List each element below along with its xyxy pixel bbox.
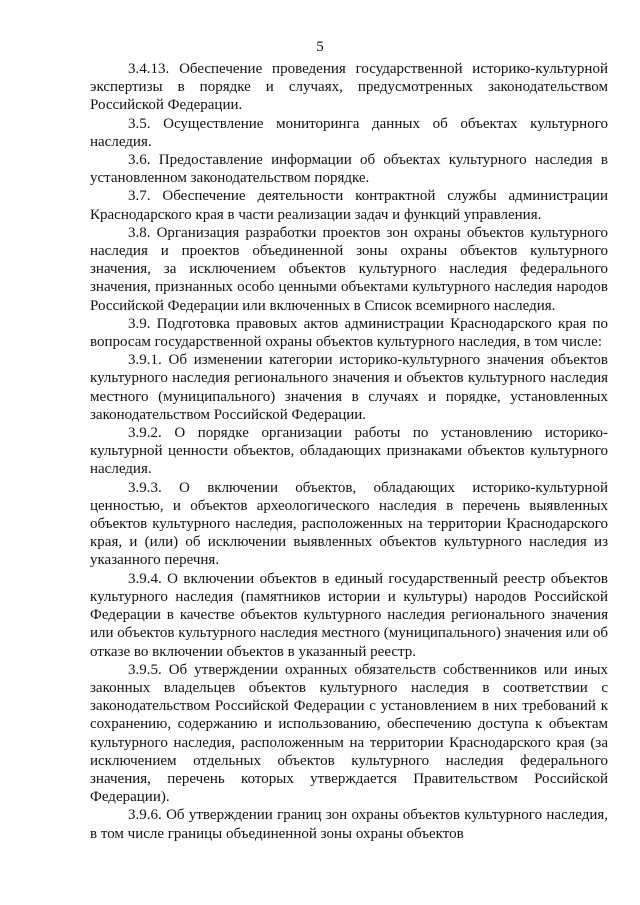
page-number: 5 xyxy=(316,39,324,55)
paragraph-3-4-13: 3.4.13. Обеспечение проведения государственной историко-культурной экспертизы в порядке и случаях, предусмотренных законодательством Российской Федерации. xyxy=(90,61,608,114)
paragraph-3-5: 3.5. Осуществление мониторинга данных об объектах культурного наследия. xyxy=(90,115,608,150)
paragraph-3-9-5: 3.9.5. Об утверждении охранных обязательств собственников или иных законных владельцев объектов культурного наследия в соответствии с законодательством Российской Федерации с установлением в них требований к сохранению, содержанию и использованию, обеспечению доступа к объектам культурного наследия, расположенным на территории Краснодарского края (за исключением отдельных объектов культурного наследия федерального значения, перечень которых утверждается Правительством Российской Федерации). xyxy=(90,661,608,806)
paragraph-3-9-2: 3.9.2. О порядке организации работы по установлению историко-культурной ценности объектов, обладающих признаками объектов культурного наследия. xyxy=(90,425,608,478)
paragraph-3-9-4: 3.9.4. О включении объектов в единый государственный реестр объектов культурного наследия (памятников истории и культуры) народов Российской Федерации в качестве объектов культурного наследия регионального значения или объектов культурного наследия местного (муниципального) значения или об отказе во включении объектов в указанный реестр. xyxy=(90,570,608,660)
paragraph-3-9-1: 3.9.1. Об изменении категории историко-культурного значения объектов культурного наследия регионального значения и объектов культурного наследия местного (муниципального) значения в случаях и порядке, установленных законодательством Российской Федерации. xyxy=(90,352,608,423)
paragraph-3-8: 3.8. Организация разработки проектов зон охраны объектов культурного наследия и проектов объединенной зоны охраны объектов культурного значения, за исключением объектов культурного наследия федерального значения, признанных особо ценными объектами культурного наследия народов Российской Федерации или включенных в Список всемирного наследия. xyxy=(90,224,608,314)
paragraph-3-7: 3.7. Обеспечение деятельности контрактной службы администрации Краснодарского края в части реализации задач и функций управления. xyxy=(90,188,608,223)
paragraph-3-9-6: 3.9.6. Об утверждении границ зон охраны объектов культурного наследия, в том числе границы объединенной зоны охраны объектов xyxy=(90,807,608,842)
paragraph-3-6: 3.6. Предоставление информации об объектах культурного наследия в установленном законодательством порядке. xyxy=(90,152,608,187)
paragraph-3-9: 3.9. Подготовка правовых актов администрации Краснодарского края по вопросам государственной охраны объектов культурного наследия, в том числе: xyxy=(90,315,608,351)
document-body xyxy=(90,60,608,843)
paragraph-3-9-3: 3.9.3. О включении объектов, обладающих историко-культурной ценностью, и объектов археологического наследия в перечень выявленных объектов культурного наследия, расположенных на территории Краснодарского края, и (или) об исключении выявленных объектов культурного наследия из указанного перечня. xyxy=(90,479,608,569)
